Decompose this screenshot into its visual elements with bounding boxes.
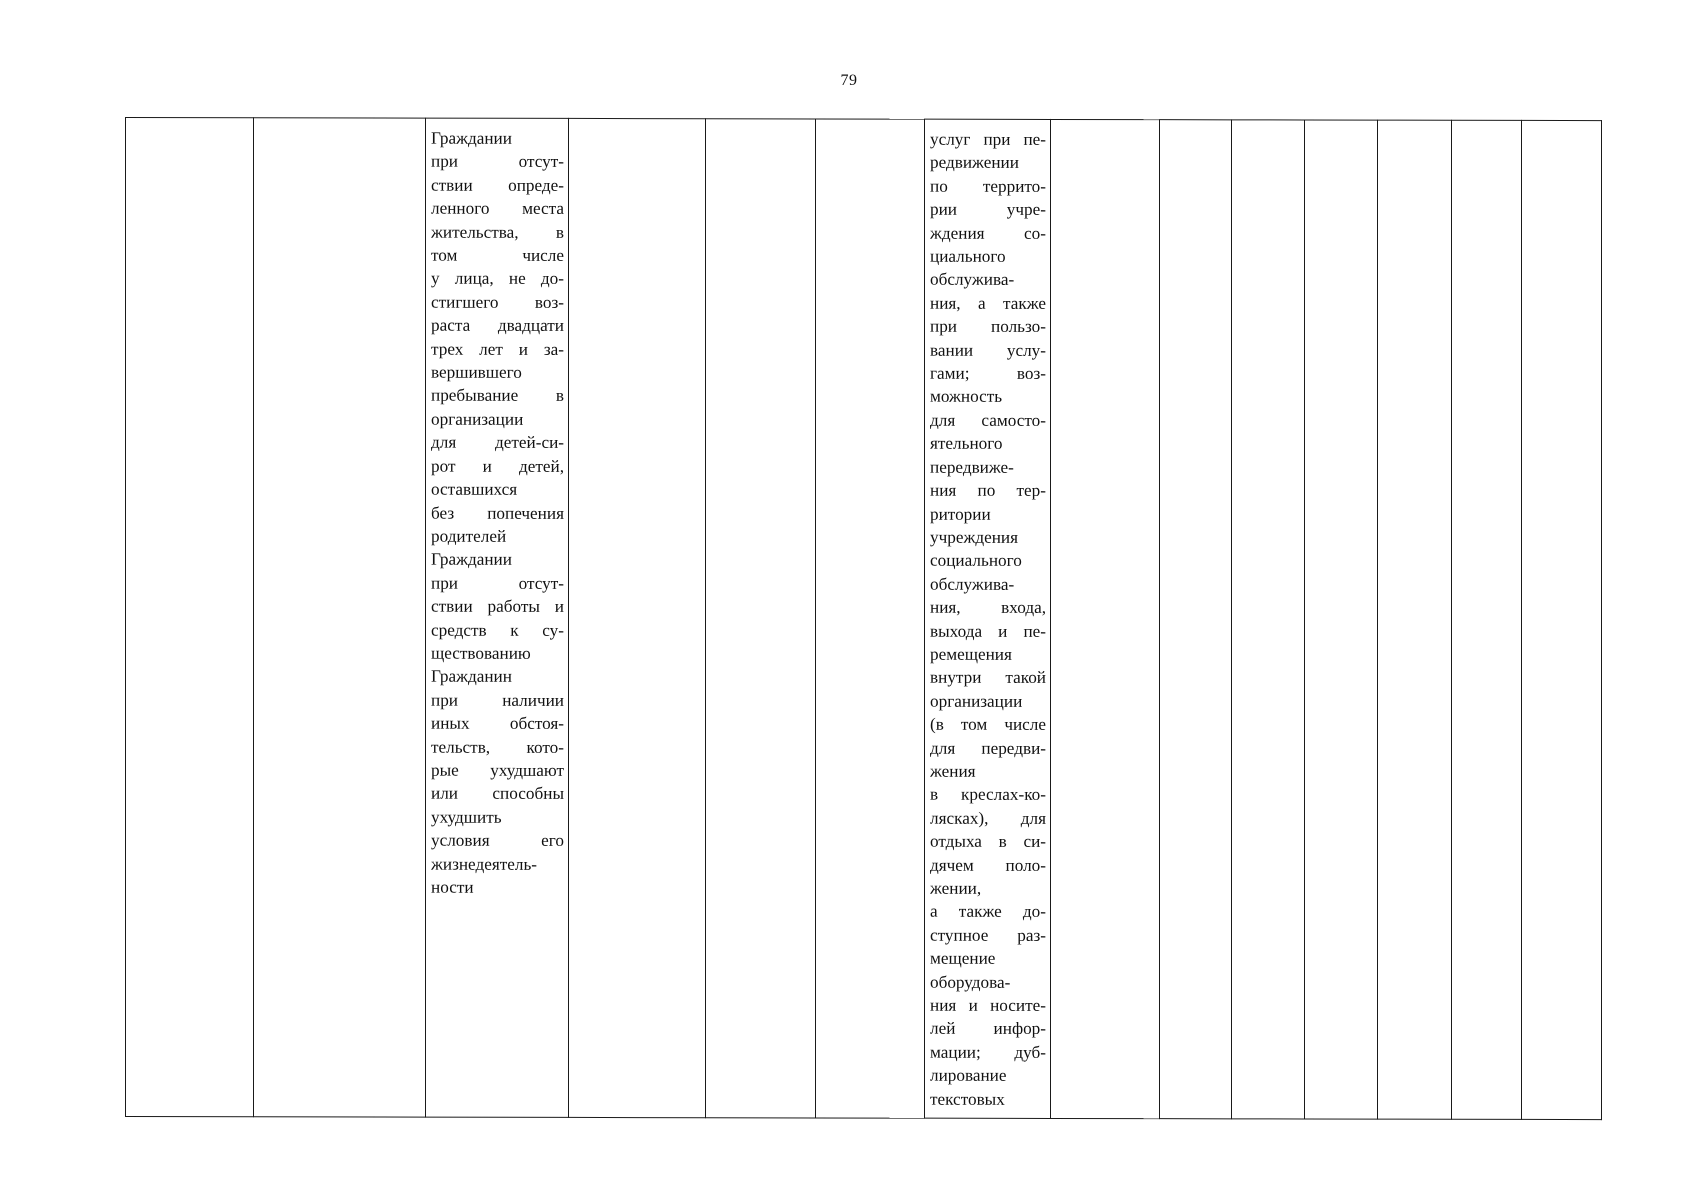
cell-text-line: условия его xyxy=(431,830,564,851)
cell-text-line: обслужива- xyxy=(930,574,1015,594)
cell-text-line: стигшего воз- xyxy=(431,292,564,312)
cell-text-line: ритории xyxy=(930,504,991,524)
cell-text-line: рот и детей, xyxy=(431,456,564,476)
cell-text-line: ния по тер- xyxy=(930,480,1046,501)
cell-text-line: том числе xyxy=(431,245,564,265)
cell-text-line: для детей-си- xyxy=(431,432,564,453)
cell-text-line: ности xyxy=(431,877,474,897)
cell-text-line: для передви- xyxy=(930,738,1046,758)
cell-text-line: дячем поло- xyxy=(930,855,1046,875)
cell-text-line: вании услу- xyxy=(930,340,1046,360)
cell-text-line: ния, а также xyxy=(930,293,1046,313)
cell-text-line: а также до- xyxy=(930,902,1046,922)
document-table xyxy=(125,117,1602,1120)
cell-text-line: при отсут- xyxy=(431,152,564,172)
table-cell-empty xyxy=(1051,119,1160,1118)
cell-text-line: ленного места xyxy=(431,198,564,219)
table-cell-empty xyxy=(569,118,706,1117)
cell-text-line: ступное раз- xyxy=(930,925,1046,945)
table-cell-empty xyxy=(1378,120,1452,1119)
cell-text-line: социального xyxy=(930,550,1022,571)
cell-text-line: трех лет и за- xyxy=(431,339,564,359)
table-cell-citizen-categories xyxy=(426,118,569,1117)
cell-text-line: в креслах-ко- xyxy=(930,785,1046,805)
cell-text-line: услуг при пе- xyxy=(930,129,1046,149)
cell-text-line: ухудшить xyxy=(431,807,502,827)
table-cell-empty xyxy=(1232,120,1305,1119)
cell-text-line: циального xyxy=(930,246,1006,266)
cell-text-line: Гражданин xyxy=(431,666,512,687)
cell-text-line: (в том числе xyxy=(930,714,1046,735)
cell-text-line: для самосто- xyxy=(930,410,1046,430)
cell-text-line: пребывание в xyxy=(431,386,564,406)
cell-text-line: ствии работы и xyxy=(431,596,564,617)
cell-text-line: текстовых xyxy=(930,1089,1005,1109)
cell-text-line: жения xyxy=(930,761,976,781)
cell-text-line: лирование xyxy=(930,1065,1007,1086)
cell-text-line: при пользо- xyxy=(930,316,1046,337)
cell-text-line: при отсут- xyxy=(431,573,564,593)
cell-text-line: тельств, кото- xyxy=(431,737,564,757)
cell-text-line: передвиже- xyxy=(930,457,1014,477)
cell-text-line: гами; воз- xyxy=(930,363,1046,383)
cell-text-line: жительства, в xyxy=(431,222,564,242)
table-cell-empty xyxy=(1522,120,1602,1119)
cell-text-line: жизнедеятель- xyxy=(431,854,538,874)
cell-text-line: ния и носите- xyxy=(930,995,1046,1015)
cell-text-line: ществованию xyxy=(431,643,531,663)
cell-text-line: выхода и пе- xyxy=(930,621,1046,641)
cell-text-line: Граждании xyxy=(431,128,512,148)
cell-text-line: при наличии xyxy=(431,690,564,710)
table-cell-accessibility-services xyxy=(925,119,1051,1118)
cell-text-line: вершившего xyxy=(431,362,522,382)
cell-text-line: рии учре- xyxy=(930,199,1046,220)
cell-text-line: ятельного xyxy=(930,433,1003,454)
table-cell-empty xyxy=(254,118,426,1117)
cell-text-line: учреждения xyxy=(930,527,1019,547)
cell-text-line: ремещения xyxy=(930,644,1012,664)
cell-text-line: мещение xyxy=(930,948,996,969)
cell-text-line: жении, xyxy=(930,878,982,898)
cell-text-line: ствии опреде- xyxy=(431,175,564,195)
table-cell-empty xyxy=(706,119,816,1118)
cell-text-line: или способны xyxy=(431,784,564,804)
cell-text-line: ния, входа, xyxy=(930,597,1046,618)
cell-text-line: мации; дуб- xyxy=(930,1042,1046,1062)
cell-text-line: лей инфор- xyxy=(930,1019,1046,1039)
cell-text-line: отдыха в си- xyxy=(930,831,1046,852)
cell-text-line: средств к су- xyxy=(431,620,564,640)
cell-text-line: организации xyxy=(930,691,1023,711)
table-cell-empty xyxy=(1305,120,1378,1119)
cell-text-line: оставшихся xyxy=(431,479,518,499)
cell-text-line: без попечения xyxy=(431,503,564,523)
cell-text-line: рые ухудшают xyxy=(431,760,564,780)
cell-text-line: лясках), для xyxy=(930,808,1046,828)
table-cell-empty xyxy=(816,119,925,1118)
cell-text-line: оборудова- xyxy=(930,972,1011,992)
cell-text-accessibility-services xyxy=(930,128,1046,1111)
cell-text-line: организации xyxy=(431,409,524,429)
cell-text-citizen-categories xyxy=(431,127,564,900)
table-container xyxy=(125,117,1601,1120)
cell-text-line: обслужива- xyxy=(930,270,1015,290)
page-number: 79 xyxy=(840,72,858,89)
cell-text-line: раста двадцати xyxy=(431,315,564,336)
cell-text-line: по террито- xyxy=(930,176,1046,196)
cell-text-line: можность xyxy=(930,387,1003,407)
table-cell-empty xyxy=(1160,120,1232,1119)
table-cell-empty xyxy=(126,118,254,1117)
cell-text-line: внутри такой xyxy=(930,668,1046,688)
cell-text-line: у лица, не до- xyxy=(431,269,564,289)
cell-text-line: родителей xyxy=(431,526,507,546)
cell-text-line: Граждании xyxy=(431,549,512,570)
table-cell-empty xyxy=(1452,120,1522,1119)
cell-text-line: иных обстоя- xyxy=(431,713,564,734)
cell-text-line: редвижении xyxy=(930,153,1019,173)
table-row xyxy=(126,118,1602,1120)
cell-text-line: ждения со- xyxy=(930,223,1046,243)
